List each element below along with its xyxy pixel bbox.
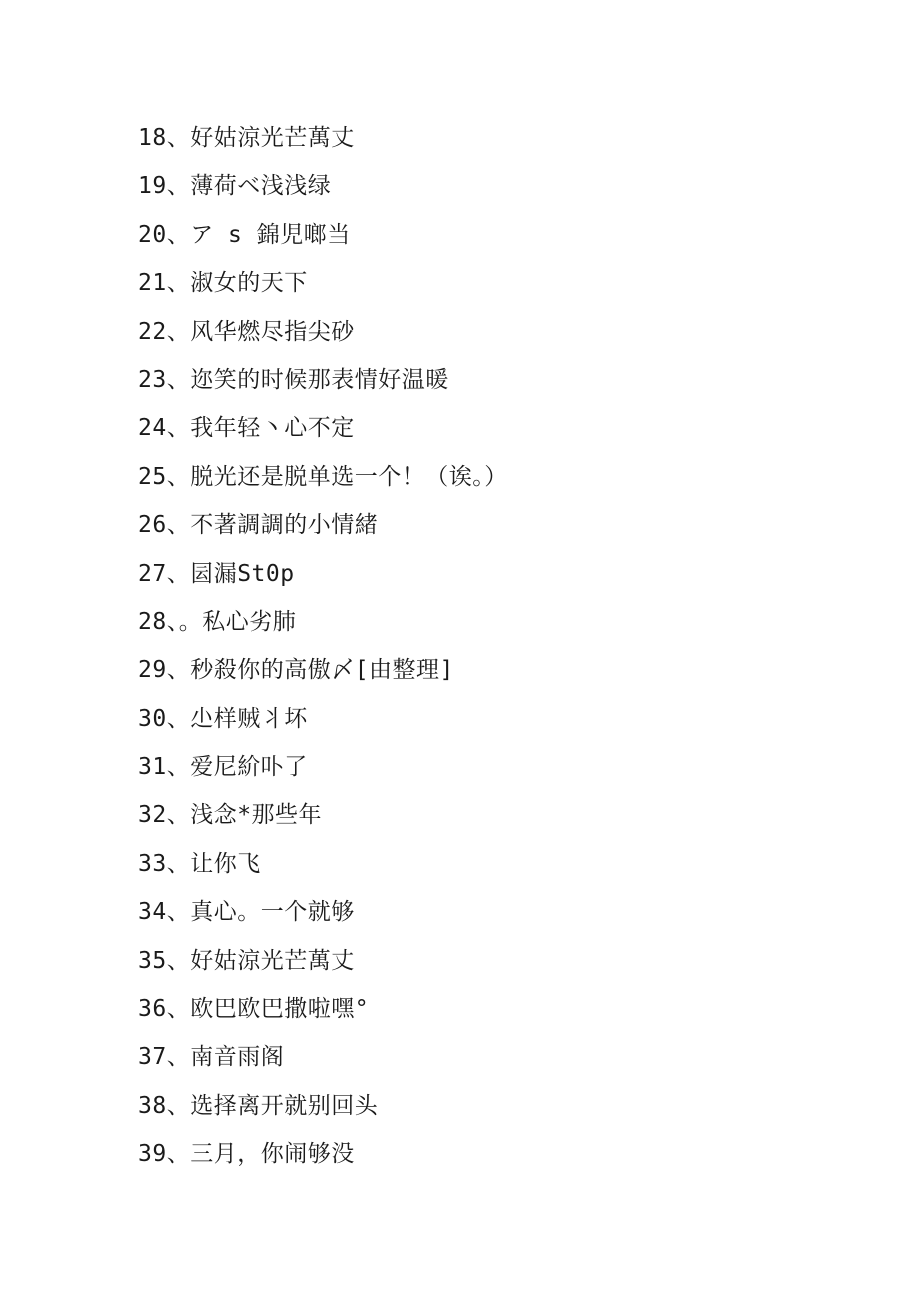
list-item: 25、脱光还是脱单选一个！（诶。）: [138, 463, 508, 490]
list-item: 37、南音雨阁: [138, 1044, 285, 1071]
list-item: 35、好姑涼光芒萬丈: [138, 947, 355, 974]
list-item: 28、。私心劣肺: [138, 608, 297, 635]
list-item: 20、ア s 錦児啷当: [138, 221, 351, 248]
list-item: 33、让你飞: [138, 850, 261, 877]
list-item: 31、爱尼紒卟了: [138, 754, 308, 781]
list-item: 26、不著調調的小情緒: [138, 512, 379, 539]
list-item: 24、我年轻丶心不定: [138, 415, 355, 442]
list-item: 21、淑女的天下: [138, 270, 308, 297]
name-list: [138, 114, 508, 1179]
list-item: 27、囩漏St0p: [138, 560, 295, 587]
list-item: 38、选择离开就别回头: [138, 1092, 379, 1119]
list-item: 29、秒殺你的高傲〆[由整理]: [138, 657, 454, 684]
list-item: 23、迩笑的时候那表情好温暖: [138, 366, 449, 393]
list-item: 18、好姑涼光芒萬丈: [138, 125, 355, 151]
list-item: 36、欧巴欧巴撒啦嘿°: [138, 996, 370, 1023]
list-item: 19、薄荷ベ浅浅绿: [138, 173, 332, 200]
list-item: 32、浅念*那些年: [138, 802, 323, 829]
list-item: 34、真心。一个就够: [138, 899, 355, 926]
list-item: 39、三月，你闹够没: [138, 1141, 355, 1168]
list-item: 30、尐样贼⺦坏: [138, 705, 308, 732]
list-item: 22、风华燃尽指尖砂: [138, 318, 355, 345]
